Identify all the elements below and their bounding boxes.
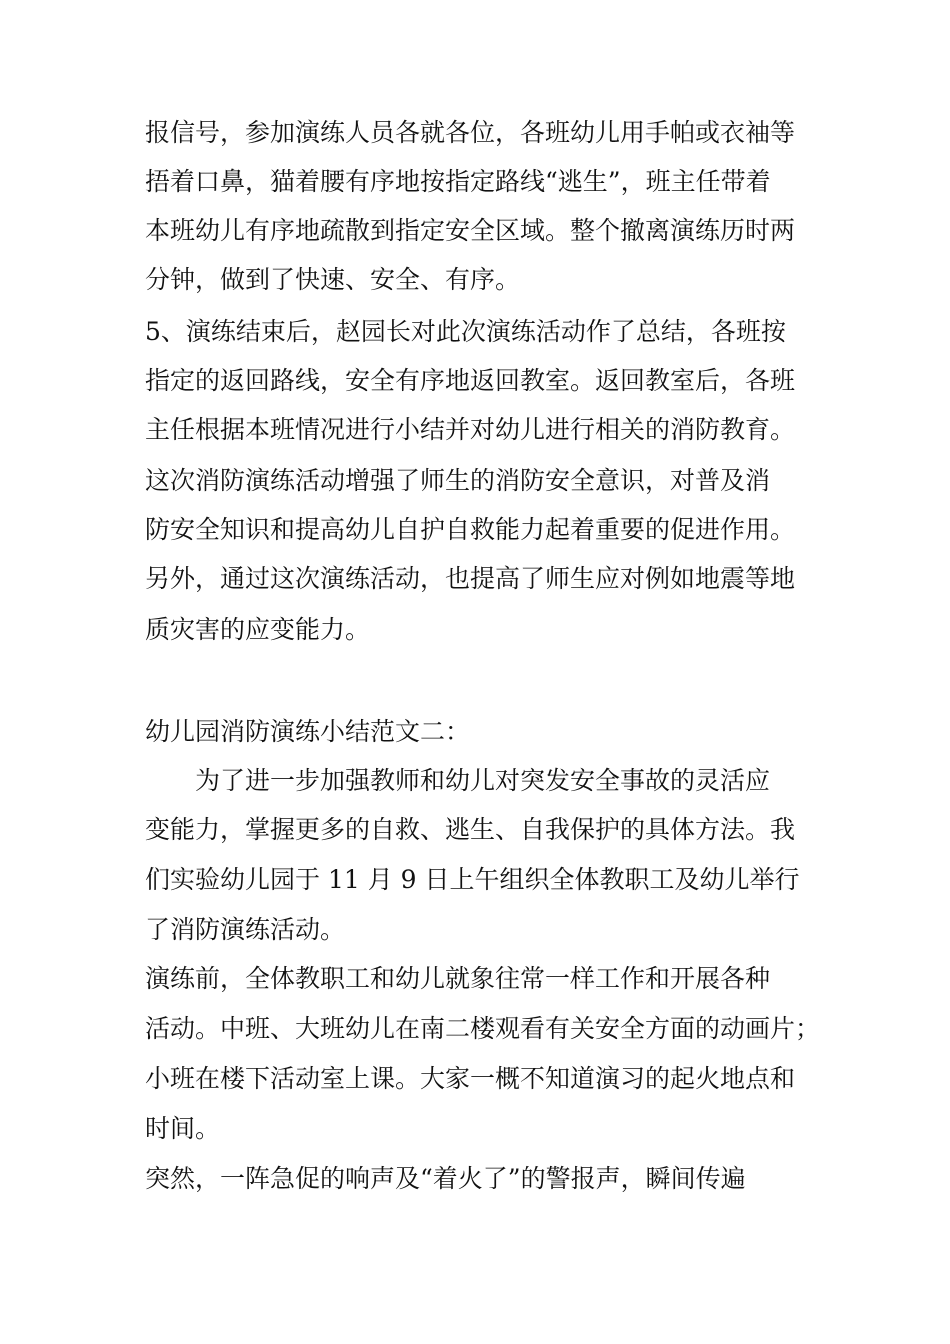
text-line: 变能力，掌握更多的自救、逃生、自我保护的具体方法。我 [145, 815, 796, 844]
text-line: 另外，通过这次演练活动，也提高了师生应对例如地震等地 [145, 564, 796, 593]
text-line: 们实验幼儿园于 11 月 9 日上午组织全体教职工及幼儿举行 [145, 865, 800, 894]
text-line: 突然，一阵急促的响声及“着火了”的警报声，瞬间传遍 [145, 1164, 746, 1193]
text-line: 质灾害的应变能力。 [145, 615, 371, 644]
text-line: 报信号，参加演练人员各就各位，各班幼儿用手帕或衣袖等 [145, 118, 796, 147]
text-line: 捂着口鼻，猫着腰有序地按指定路线“逃生”，班主任带着 [145, 167, 771, 196]
text-line: 了消防演练活动。 [145, 915, 346, 944]
text-line: 活动。中班、大班幼儿在南二楼观看有关安全方面的动画片； [145, 1014, 821, 1043]
text-line: 防安全知识和提高幼儿自护自救能力起着重要的促进作用。 [145, 515, 796, 544]
section-heading: 幼儿园消防演练小结范文二： [145, 717, 471, 746]
text-line: 分钟，做到了快速、安全、有序。 [145, 265, 521, 294]
text-line: 5、演练结束后，赵园长对此次演练活动作了总结，各班按 [145, 317, 786, 346]
text-line: 这次消防演练活动增强了师生的消防安全意识，对普及消 [145, 466, 771, 495]
text-line: 演练前，全体教职工和幼儿就象往常一样工作和开展各种 [145, 964, 771, 993]
text-line: 小班在楼下活动室上课。大家一概不知道演习的起火地点和 [145, 1064, 796, 1093]
text-line: 指定的返回路线，安全有序地返回教室。返回教室后，各班 [145, 366, 796, 395]
text-line: 本班幼儿有序地疏散到指定安全区域。整个撤离演练历时两 [145, 216, 796, 245]
text-line: 时间。 [145, 1114, 221, 1143]
text-line: 主任根据本班情况进行小结并对幼儿进行相关的消防教育。 [145, 415, 796, 444]
text-line: 为了进一步加强教师和幼儿对突发安全事故的灵活应 [145, 766, 771, 795]
